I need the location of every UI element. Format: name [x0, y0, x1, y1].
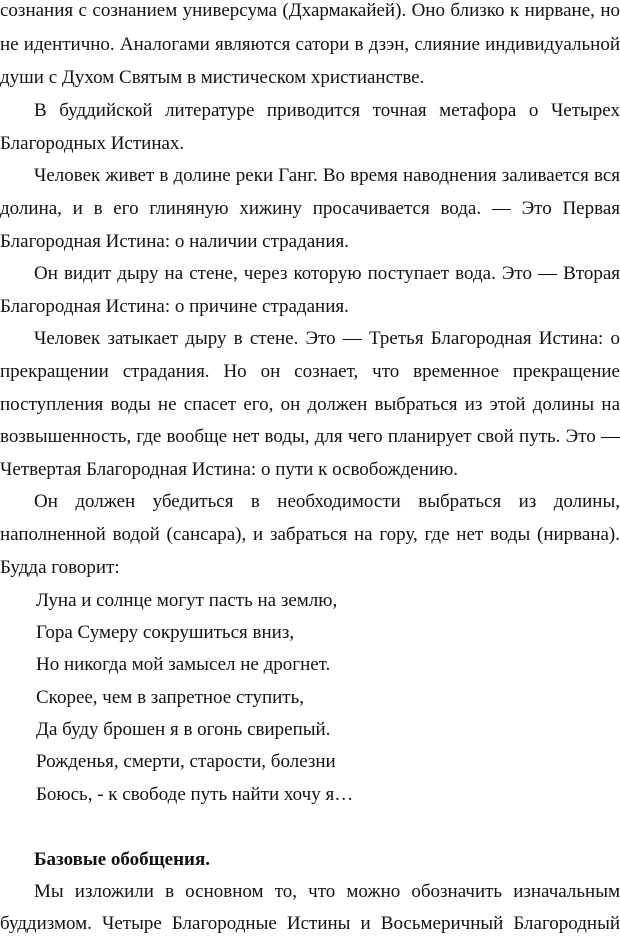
verse-line: Скорее, чем в запретное ступить, — [36, 687, 305, 708]
text-line: долина, и в его глиняную хижину просачивается вода. — Это Первая — [0, 198, 620, 219]
text-line: Он должен убедиться в необходимости выбраться из долины, — [34, 491, 620, 512]
text-line: Благородных Истинах. — [0, 133, 185, 154]
text-line: поступления воды не спасет его, он должен выбраться из этой долины на — [0, 394, 620, 415]
text-line: сознания с сознанием универсума (Дхармакайей). Оно близко к нирване, но — [0, 0, 620, 21]
text-line: Будда говорит: — [0, 557, 120, 578]
text-line: Мы изложили в основном то, что можно обозначить изначальным — [34, 881, 620, 902]
text-line: возвышенность, где вообще нет воды, для чего планирует свой путь. Это — — [0, 426, 620, 447]
text-line: Он видит дыру на стене, через которую поступает вода. Это — Вторая — [34, 263, 620, 284]
text-line: В буддийской литературе приводится точная метафора о Четырех — [34, 100, 620, 121]
text-line: не идентично. Аналогами являются сатори в дзэн, слияние индивидуальной — [0, 34, 620, 55]
verse-line: Луна и солнце могут пасть на землю, — [36, 590, 338, 611]
text-line: Благородная Истина: о наличии страдания. — [0, 231, 349, 252]
text-line: Человек затыкает дыру в стене. Это — Третья Благородная Истина: о — [34, 328, 620, 349]
text-line: Четвертая Благородная Истина: о пути к освобождению. — [0, 459, 459, 480]
verse-line: Гора Сумеру сокрушиться вниз, — [36, 622, 295, 643]
text-line: Благородная Истина: о причине страдания. — [0, 296, 349, 317]
text-line: наполненной водой (сансара), и забраться на гору, где нет воды (нирвана). — [0, 524, 620, 545]
text-line: души с Духом Святым в мистическом христианстве. — [0, 67, 425, 88]
section-heading: Базовые обобщения. — [34, 849, 211, 870]
verse-line: Но никогда мой замысел не дрогнет. — [36, 654, 331, 675]
text-line: буддизмом. Четыре Благородные Истины и Восьмеричный Благородный — [0, 913, 620, 934]
text-line: прекращении страдания. Но он сознает, что временное прекращение — [0, 361, 620, 382]
verse-line: Да буду брошен я в огонь свирепый. — [36, 719, 331, 740]
text-line: Человек живет в долине реки Ганг. Во время наводнения заливается вся — [34, 165, 620, 186]
verse-line: Боюсь, - к свободе путь найти хочу я… — [36, 784, 354, 805]
verse-line: Рожденья, смерти, старости, болезни — [36, 751, 336, 772]
